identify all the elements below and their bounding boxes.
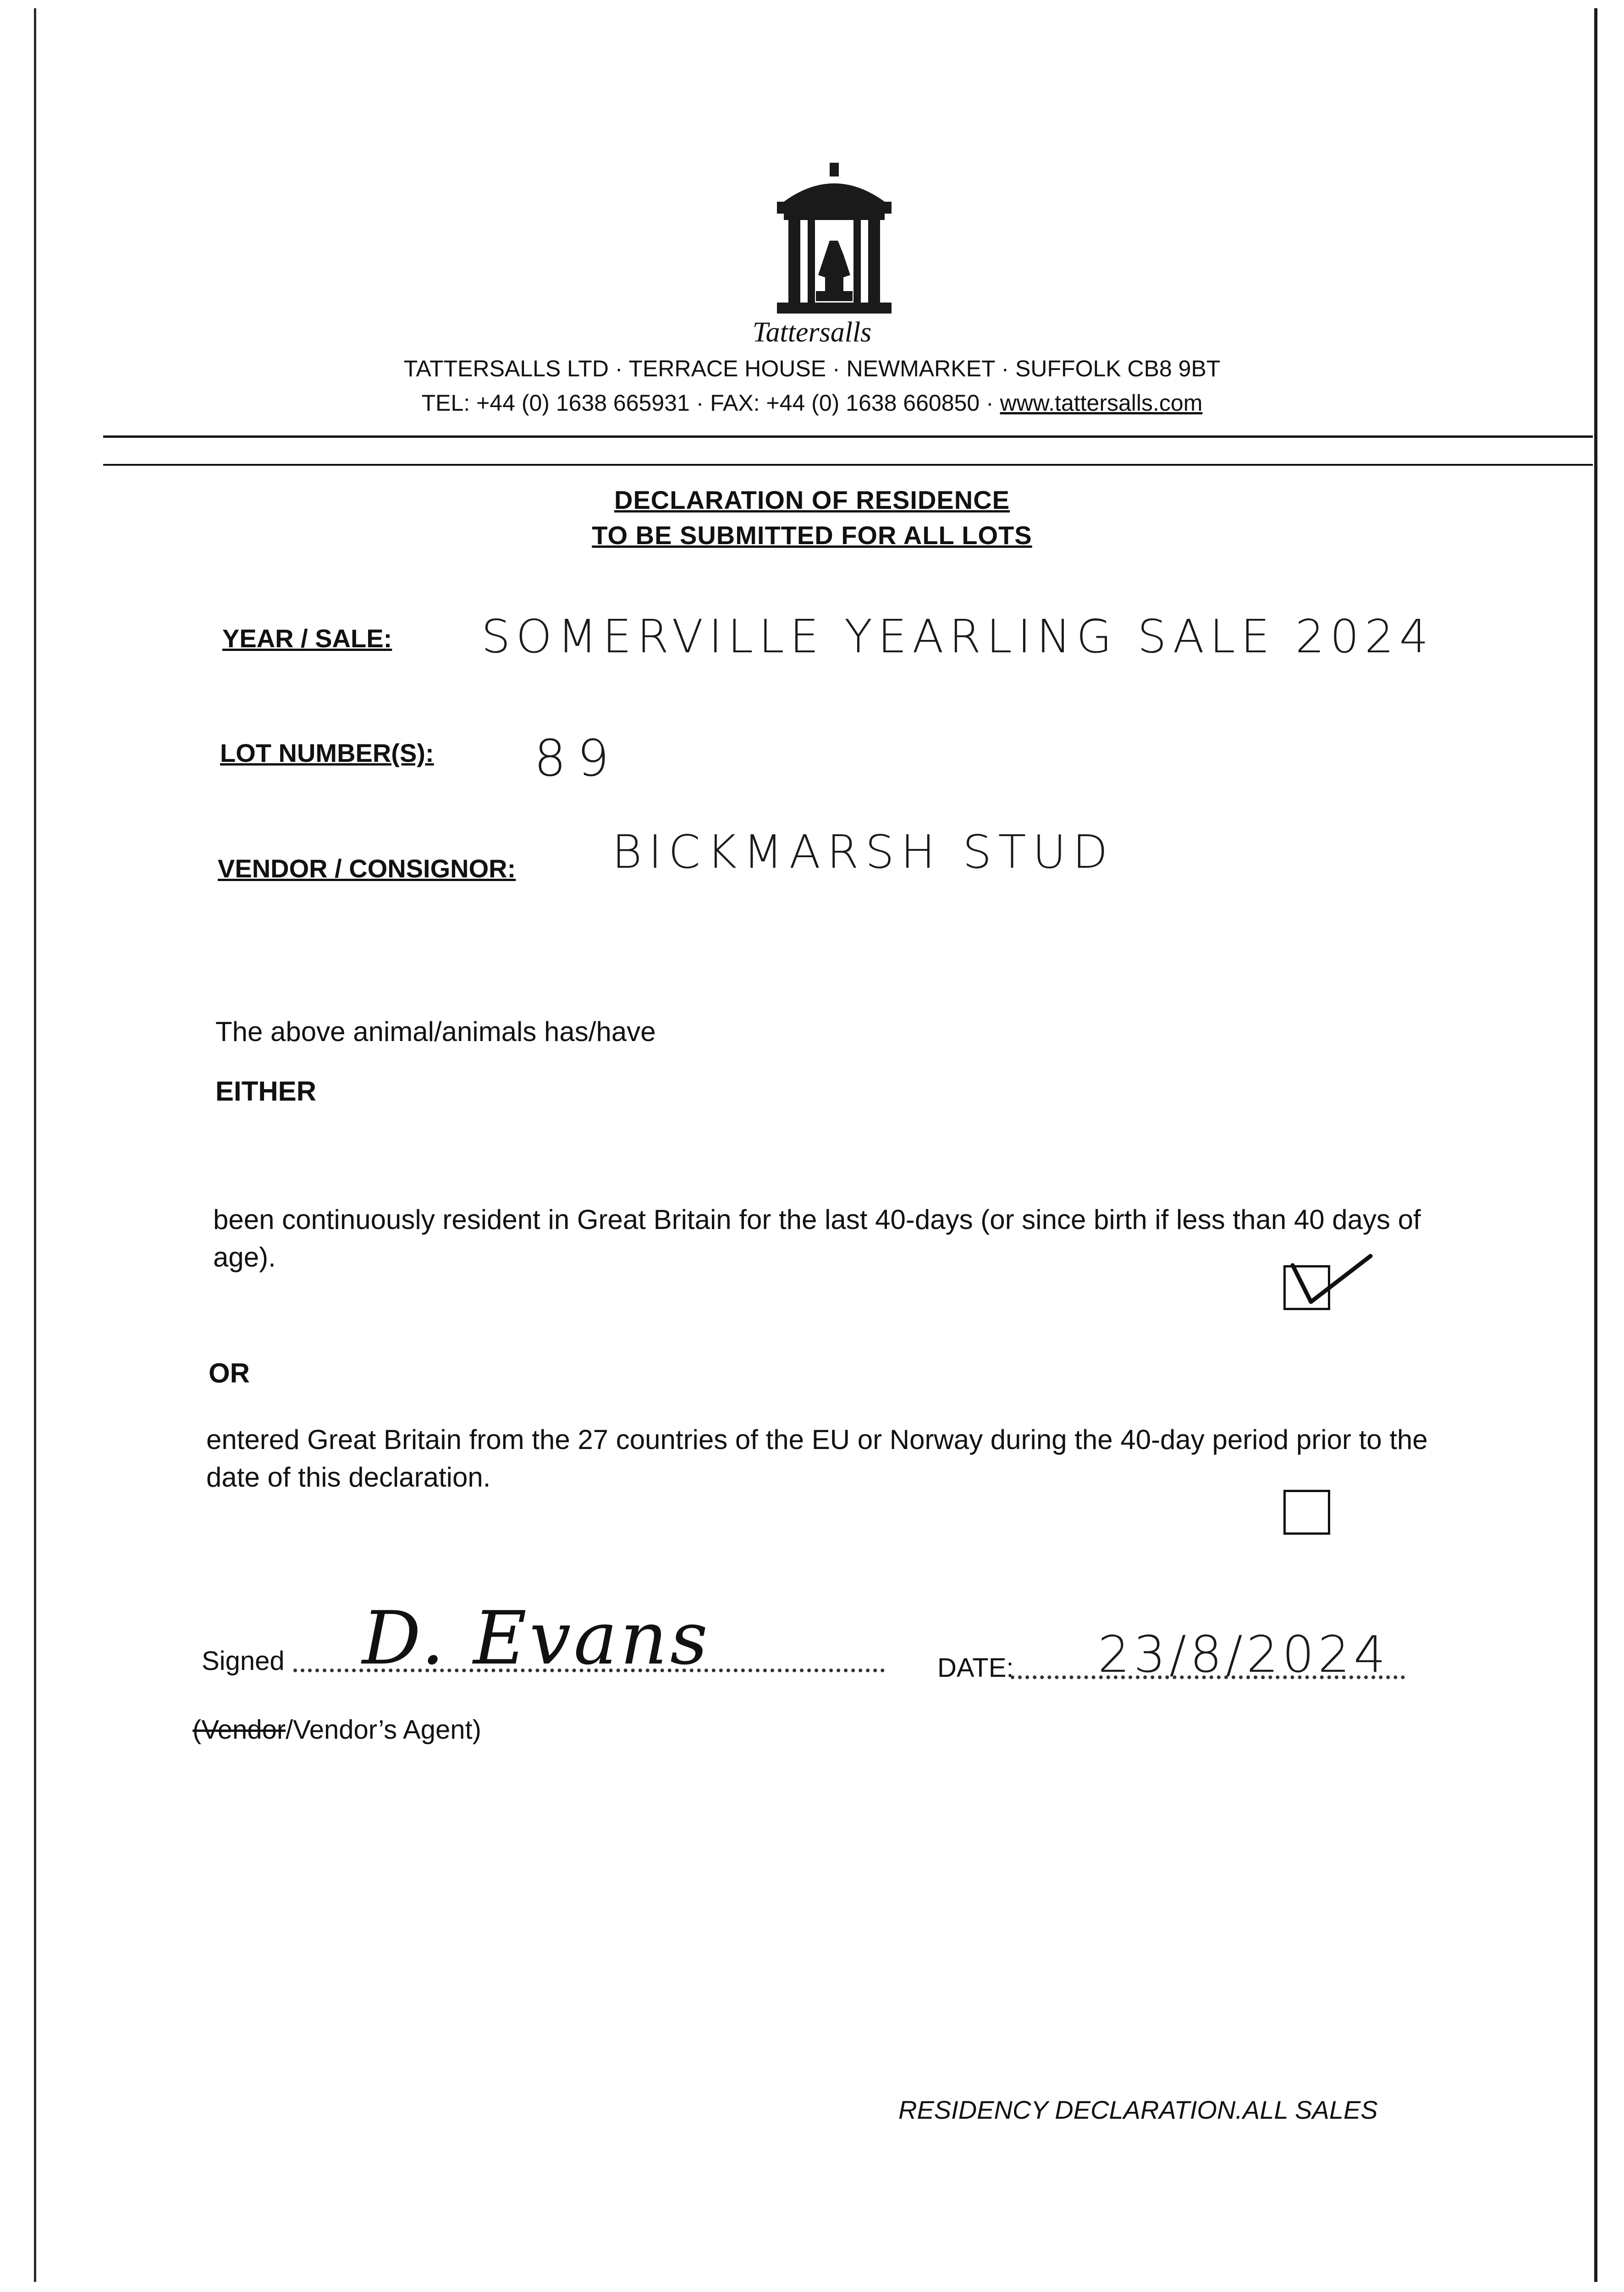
option-eu-checkbox[interactable] [1283, 1490, 1330, 1535]
website-link[interactable]: www.tattersalls.com [1000, 390, 1203, 416]
year-sale-label: YEAR / SALE: [222, 624, 392, 653]
signature-field[interactable]: D. Evans [362, 1595, 711, 1681]
vendor-label: VENDOR / CONSIGNOR: [218, 854, 516, 883]
scan-edge-right [1594, 8, 1597, 2282]
contact-line [0, 390, 1624, 416]
year-sale-field[interactable]: SOMERVILLE YEARLING SALE 2024 [481, 610, 1434, 663]
form-title: DECLARATION OF RESIDENCE [614, 485, 1010, 514]
option-eu-text: entered Great Britain from the 27 countries of the EU or Norway during the 40-day period prior to the date of this declaration. [206, 1424, 1428, 1493]
date-label: DATE: [937, 1653, 1014, 1683]
scan-edge-left [34, 8, 36, 2282]
company-address: TATTERSALLS LTD · TERRACE HOUSE · NEWMARKET · SUFFOLK CB8 9BT [403, 356, 1221, 381]
vendor-field[interactable]: BICKMARSH STUD [612, 825, 1114, 879]
brand-name: Tattersalls [752, 317, 872, 348]
phone-fax: TEL: +44 (0) 1638 665931 · FAX: +44 (0) 1638 660850 · [421, 390, 1000, 416]
lot-number-field[interactable]: 89 [534, 729, 620, 788]
header-rule-upper [103, 435, 1593, 438]
option-resident-text: been continuously resident in Great Britain for the last 40-days (or since birth if less than 40 days of age). [213, 1204, 1421, 1273]
intro-text: The above animal/animals has/have [215, 1016, 656, 1047]
or-heading: OR [209, 1358, 250, 1388]
tattersalls-rotunda-logo [756, 163, 912, 337]
date-field[interactable]: 23/8/2024 [1098, 1625, 1390, 1684]
header-rule-lower [103, 464, 1593, 466]
vendor-agent-text: /Vendor’s Agent) [286, 1715, 481, 1745]
footer-reference: RESIDENCY DECLARATION.ALL SALES [898, 2095, 1378, 2124]
checkmark-icon [1279, 1247, 1380, 1316]
either-heading: EITHER [215, 1076, 317, 1107]
struck-vendor-text: (Vendor [193, 1715, 286, 1745]
signatory-role [193, 1714, 481, 1745]
lot-number-label: LOT NUMBER(S): [220, 738, 434, 767]
signed-label: Signed [202, 1646, 285, 1676]
form-subtitle: TO BE SUBMITTED FOR ALL LOTS [592, 521, 1032, 550]
